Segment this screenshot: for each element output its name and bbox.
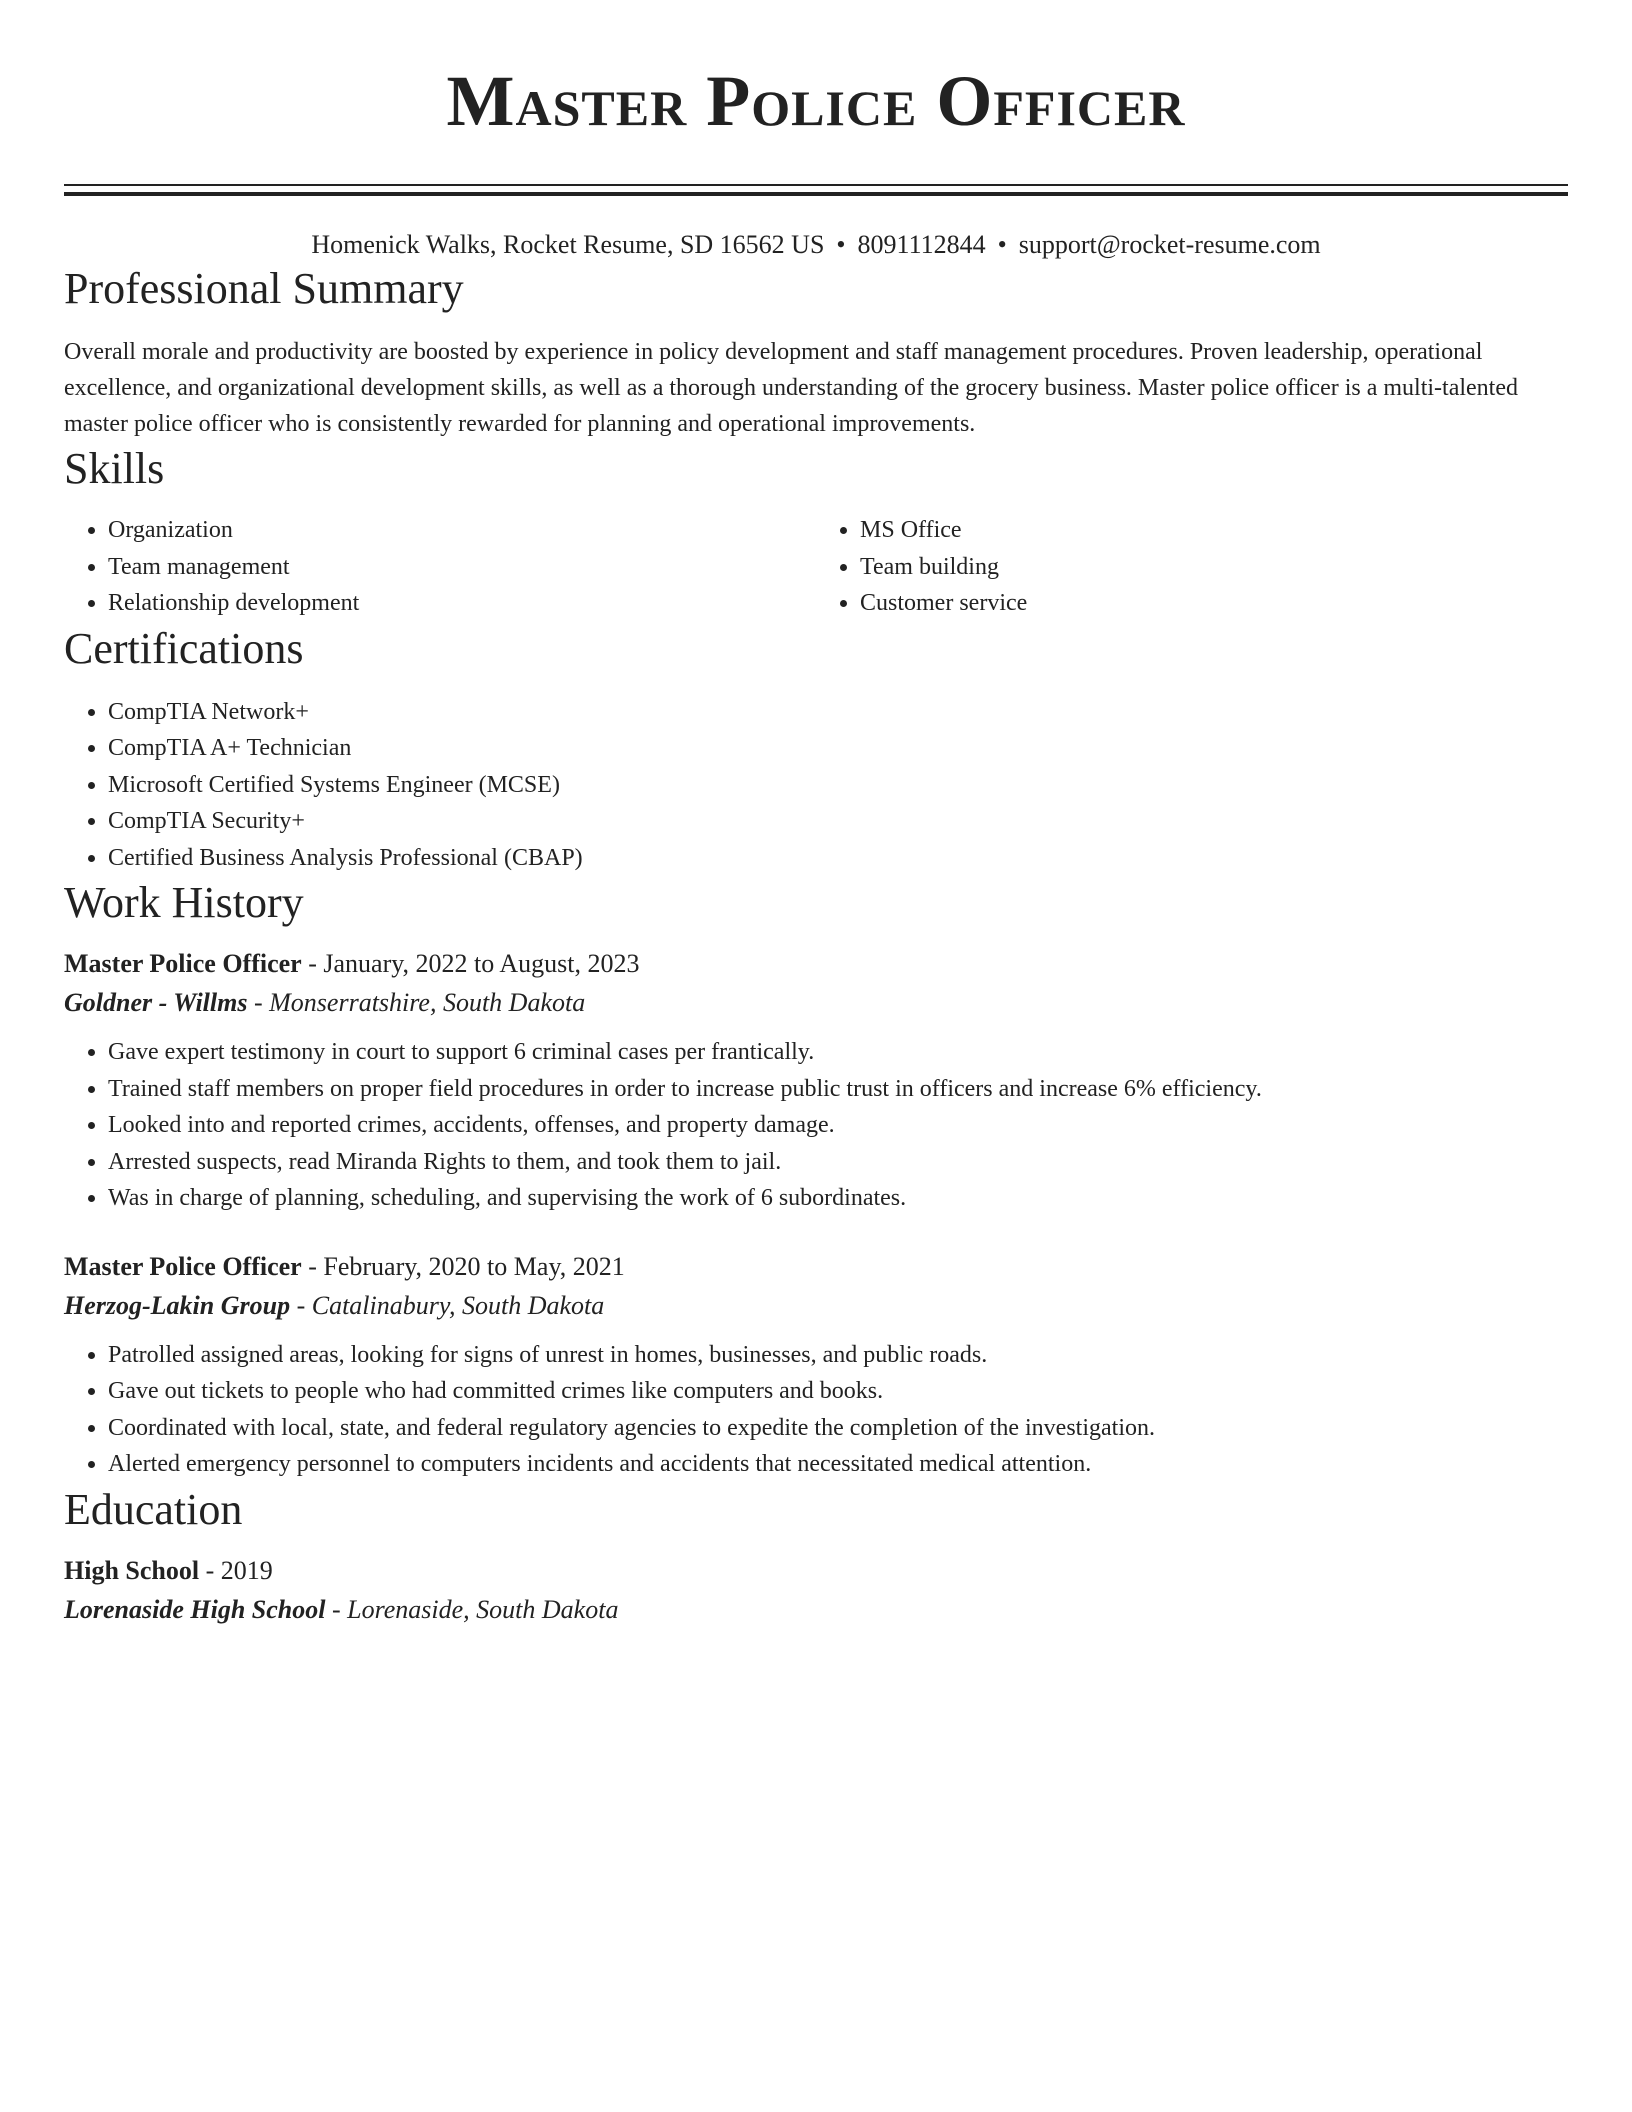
- skills-columns: [64, 512, 1568, 622]
- contact-separator: •: [997, 230, 1007, 259]
- resume-title: Master Police Officer: [446, 61, 1186, 141]
- skills-list-left: [64, 512, 816, 622]
- job-location: - Monserratshire, South Dakota: [247, 988, 586, 1017]
- skill-item: • Relationship development: [108, 585, 816, 622]
- job-entry: [64, 1247, 1568, 1483]
- job-bullet: • Trained staff members on proper field procedures in order to increase public trust in officers and increase 6% efficiency.: [108, 1071, 1568, 1108]
- certifications-heading: Certifications: [64, 623, 304, 673]
- job-bullet: • Arrested suspects, read Miranda Rights to them, and took them to jail.: [108, 1144, 1568, 1181]
- job-title: Master Police Officer: [64, 949, 302, 978]
- job-company: Herzog-Lakin Group: [64, 1290, 291, 1320]
- education-year: - 2019: [199, 1555, 273, 1585]
- job-entry: [64, 944, 1568, 1217]
- job-bullets: [64, 1034, 1568, 1217]
- job-title-line: [64, 1247, 1568, 1287]
- job-bullets: [64, 1337, 1568, 1483]
- job-dates: - January, 2022 to August, 2023: [301, 949, 640, 978]
- skill-item: • Customer service: [860, 585, 1568, 622]
- skill-item: • Team management: [108, 549, 816, 586]
- job-company-line: [64, 984, 1568, 1022]
- certification-item: • CompTIA Security+: [108, 803, 1568, 840]
- job-bullet: • Coordinated with local, state, and federal regulatory agencies to expedite the completion of the investigation.: [108, 1410, 1568, 1447]
- contact-line: [64, 228, 1568, 262]
- job-company-line: [64, 1287, 1568, 1325]
- contact-email: support@rocket-resume.com: [1018, 230, 1321, 259]
- title-divider: [64, 184, 1568, 196]
- skill-item: • Organization: [108, 512, 816, 549]
- job-title: Master Police Officer: [64, 1251, 302, 1281]
- certifications-list: [64, 694, 1568, 877]
- certification-item: • Microsoft Certified Systems Engineer (MCSE): [108, 767, 1568, 804]
- skill-item: • Team building: [860, 549, 1568, 586]
- job-bullet: • Alerted emergency personnel to computers incidents and accidents that necessitated medical attention.: [108, 1446, 1568, 1483]
- education-heading: Education: [64, 1484, 243, 1534]
- job-bullet: • Gave expert testimony in court to support 6 criminal cases per frantically.: [108, 1034, 1568, 1071]
- education-degree-line: [64, 1551, 1568, 1591]
- job-dates: - February, 2020 to May, 2021: [301, 1251, 625, 1281]
- certification-item: • CompTIA A+ Technician: [108, 730, 1568, 767]
- education-degree: High School: [64, 1555, 200, 1585]
- skill-item: • MS Office: [860, 512, 1568, 549]
- education-school-line: [64, 1591, 1568, 1629]
- work-history-heading: Work History: [64, 878, 304, 927]
- skills-list-right: [816, 512, 1568, 622]
- job-bullet: • Looked into and reported crimes, accidents, offenses, and property damage.: [108, 1107, 1568, 1144]
- job-location: - Catalinabury, South Dakota: [290, 1290, 605, 1320]
- job-company: Goldner - Willms: [64, 988, 248, 1017]
- certification-item: • Certified Business Analysis Professional (CBAP): [108, 840, 1568, 877]
- summary-heading: Professional Summary: [64, 264, 464, 313]
- education-school: Lorenaside High School: [64, 1594, 326, 1624]
- certification-item: • CompTIA Network+: [108, 694, 1568, 731]
- contact-separator: •: [836, 230, 846, 259]
- job-bullet: • Was in charge of planning, scheduling, and supervising the work of 6 subordinates.: [108, 1180, 1568, 1217]
- education-location: - Lorenaside, South Dakota: [325, 1594, 619, 1624]
- job-title-line: [64, 944, 1568, 984]
- contact-address: Homenick Walks, Rocket Resume, SD 16562 US: [311, 230, 825, 259]
- job-bullet: • Patrolled assigned areas, looking for signs of unrest in homes, businesses, and public roads.: [108, 1337, 1568, 1374]
- job-bullet: • Gave out tickets to people who had committed crimes like computers and books.: [108, 1373, 1568, 1410]
- skills-heading: Skills: [64, 444, 165, 493]
- summary-text: Overall morale and productivity are boosted by experience in policy development and staff management procedures. Proven leadership, operational excellence, and organizational development skills, as well as a thorough understanding of the grocery business. Master police officer is a multi-talented master police officer who is consistently rewarded for planning and operational improvements.: [64, 339, 1519, 437]
- contact-phone: 8091112844: [857, 230, 986, 259]
